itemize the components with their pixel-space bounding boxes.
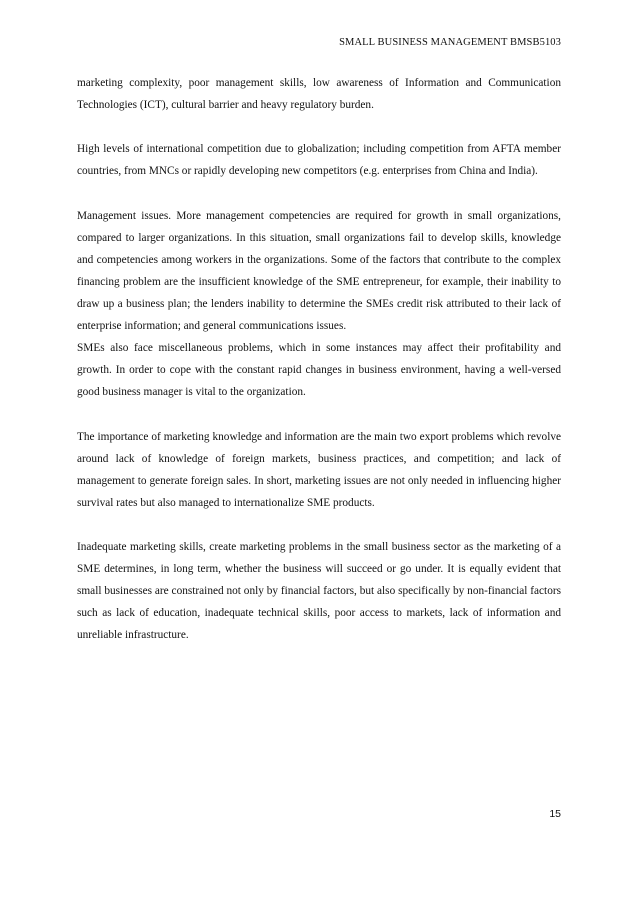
paragraph-management-issues: Management issues. More management competencies are required for growth in small organizations, compared to larger organizations. In this situation, small organizations fail to develop skills, knowledge and competencies among workers in the organizations. Some of the factors that contribute to the complex financing problem are the insufficient knowledge of the SME entrepreneur, for example, their inability to draw up a business plan; the lenders inability to determine the SMEs credit risk attributed to their lack of enterprise information; and general communications issues. xyxy=(77,209,561,333)
running-header: SMALL BUSINESS MANAGEMENT BMSB5103 xyxy=(339,37,561,48)
paragraph-international-competition: High levels of international competition due to globalization; including competition from AFTA member countries, from MNCs or rapidly developing new competitors (e.g. enterprises from China and India). xyxy=(77,143,561,178)
page-number: 15 xyxy=(549,808,561,820)
paragraph-inadequate-marketing-skills: Inadequate marketing skills, create marketing problems in the small business sector as the marketing of a SME determines, in long term, whether the business will succeed or go under. It is equally evident that small businesses are constrained not only by financial factors, but also specifically by non-financial factors such as lack of education, inadequate technical skills, poor access to markets, lack of information and unreliable infrastructure. xyxy=(77,540,561,642)
body-text xyxy=(77,72,561,646)
paragraph-marketing-knowledge: The importance of marketing knowledge and information are the main two export problems which revolve around lack of knowledge of foreign markets, business practices, and competition; and lack of management to generate foreign sales. In short, marketing issues are not only needed in influencing higher survival rates but also managed to internationalize SME products. xyxy=(77,430,561,509)
paragraph-marketing-complexity: marketing complexity, poor management skills, low awareness of Information and Communication Technologies (ICT), cultural barrier and heavy regulatory burden. xyxy=(77,77,561,112)
paragraph-miscellaneous-problems: SMEs also face miscellaneous problems, which in some instances may affect their profitability and growth. In order to cope with the constant rapid changes in business environment, having a well-versed good business manager is vital to the organization. xyxy=(77,342,561,399)
